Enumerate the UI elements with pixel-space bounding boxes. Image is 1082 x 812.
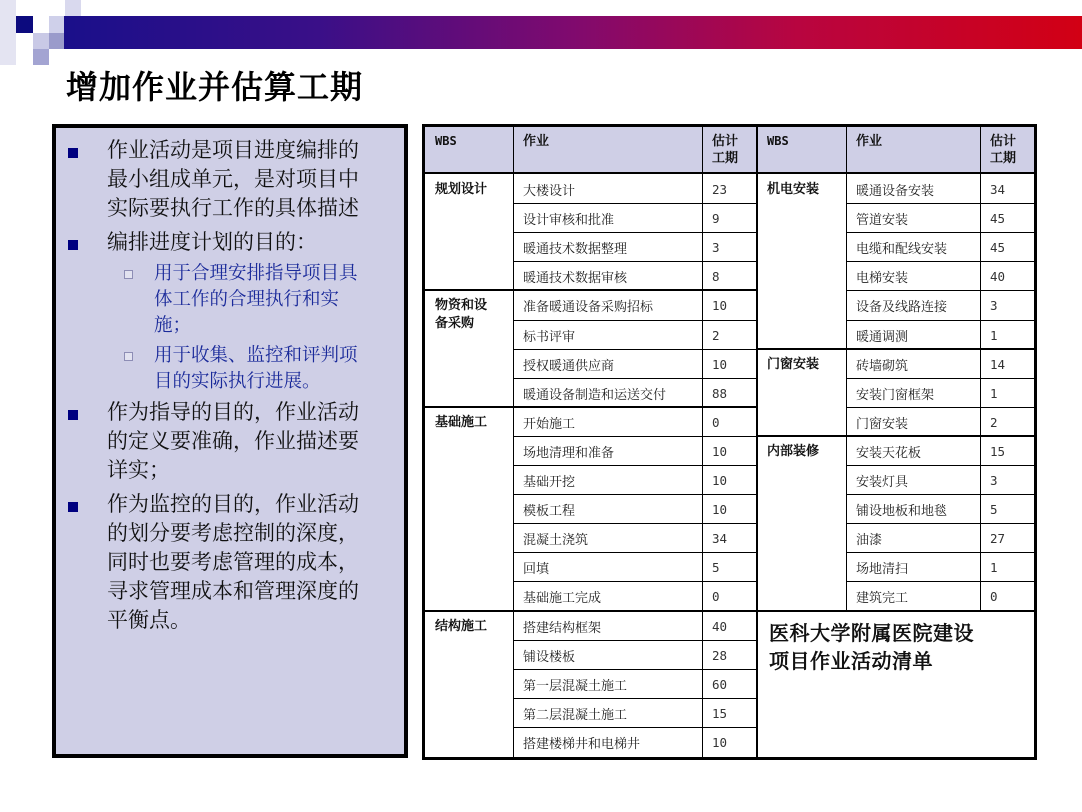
row-divider [513,698,757,699]
bullet-text [107,398,359,485]
row-divider [846,581,1034,582]
duration-cell: 28 [712,647,728,663]
task-cell: 搭建楼梯井和电梯井 [523,736,641,752]
wbs-group-label: 规划设计 [435,182,488,197]
bullet-text [107,490,359,635]
task-cell: 电缆和配线安装 [856,242,948,258]
duration-cell: 1 [990,327,998,343]
task-cell: 暖通技术数据整理 [523,242,628,258]
activity-table [422,124,1037,760]
col-divider [756,127,758,757]
task-cell: 开始施工 [523,416,576,432]
row-divider [846,494,1034,495]
wbs-group-label: 机电安装 [767,182,820,197]
header-duration [980,127,1034,172]
caption-divider [756,610,1034,612]
duration-cell: 60 [712,676,728,692]
duration-cell: 10 [712,734,728,750]
col-divider [702,127,703,757]
col-divider [513,127,514,757]
row-divider [846,203,1034,204]
sub-bullet-text [154,261,358,339]
row-divider [513,581,757,582]
duration-cell: 40 [712,618,728,634]
header-task: 作业 [846,127,980,172]
row-divider [513,727,757,728]
task-cell: 管道安装 [856,213,909,229]
task-cell: 暖通技术数据审核 [523,271,628,287]
header-duration-line: 工期 [712,151,739,166]
bullet-line: 的划分要考虑控制的深度， [107,521,359,545]
wbs-group-label: 内部装修 [767,443,820,459]
task-cell: 模板工程 [523,504,576,520]
duration-cell: 3 [990,298,998,314]
header-duration-line: 估计 [712,134,739,149]
header-duration-line: 工期 [990,151,1017,166]
duration-cell: 14 [990,356,1006,372]
bullet-panel [52,124,408,758]
bullet-line: 实际要执行工作的具体描述 [107,196,359,220]
bullet-line: 详实； [107,458,170,482]
row-divider [513,523,757,524]
task-cell: 第一层混凝土施工 [523,678,628,694]
task-cell: 第二层混凝土施工 [523,707,628,723]
duration-cell: 1 [990,385,998,401]
bullet-line: 用于合理安排指导项目具 [154,263,358,284]
header-task: 作业 [513,127,702,172]
row-divider [513,261,757,262]
duration-cell: 5 [712,560,720,576]
sub-bullet-text [154,343,358,395]
duration-cell: 34 [990,182,1006,197]
wbs-group-label [425,290,513,406]
deco-square [49,33,65,49]
task-cell: 暖通调测 [856,329,909,345]
group-divider [425,289,757,291]
duration-cell: 88 [712,385,728,401]
group-divider [425,610,757,612]
task-cell: 设计审核和批准 [523,213,615,229]
duration-cell: 45 [990,211,1006,227]
row-divider [513,349,757,350]
bullet-text [107,228,317,257]
bullet-line: 的定义要准确，作业描述要 [107,429,359,453]
slide-title: 增加作业并估算工期 [66,68,364,106]
row-divider [513,669,757,670]
duration-cell: 2 [990,414,998,430]
deco-square [0,0,16,65]
bullet-line: 寻求管理成本和管理深度的 [107,579,359,603]
row-divider [846,465,1034,466]
task-cell: 暖通设备安装 [856,184,935,199]
task-cell: 油漆 [856,533,883,549]
col-divider [980,127,981,611]
duration-cell: 9 [712,211,720,227]
header-banner [64,16,1082,49]
row-divider [846,320,1034,321]
duration-cell: 1 [990,560,998,576]
bullet-line: 编排进度计划的目的： [107,230,317,254]
row-divider [846,552,1034,553]
duration-cell: 27 [990,531,1006,547]
row-divider [846,290,1034,291]
duration-cell: 23 [712,182,728,197]
row-divider [513,494,757,495]
row-divider [513,320,757,321]
task-cell: 准备暖通设备采购招标 [523,300,654,316]
row-divider [513,378,757,379]
task-cell: 门窗安装 [856,416,909,432]
task-cell: 建筑完工 [856,591,909,607]
row-divider [513,640,757,641]
caption-line: 项目作业活动清单 [769,648,933,673]
duration-cell: 10 [712,298,728,314]
header-duration-line: 估计 [990,134,1017,149]
row-divider [513,465,757,466]
task-cell: 砖墙砌筑 [856,358,909,374]
bullet-line: 作业活动是项目进度编排的 [107,138,359,162]
duration-cell: 45 [990,240,1006,256]
sub-bullet-square-icon [124,270,133,279]
task-cell: 铺设地板和地毯 [856,504,948,520]
task-cell: 场地清扫 [856,562,909,578]
duration-cell: 0 [712,414,720,430]
task-cell: 搭建结构框架 [523,620,602,636]
wbs-label-line: 物资和设 [435,298,488,314]
duration-cell: 5 [990,502,998,518]
bullet-square-icon [68,148,78,158]
row-divider [846,232,1034,233]
caption-line: 医科大学附属医院建设 [769,620,974,645]
bullet-square-icon [68,240,78,250]
bullet-line: 最小组成单元，是对项目中 [107,167,359,191]
col-divider [846,127,847,611]
duration-cell: 10 [712,502,728,518]
row-divider [846,407,1034,408]
group-divider [757,435,1034,437]
bullet-text [107,136,359,223]
deco-square [49,16,65,33]
task-cell: 大楼设计 [523,184,576,199]
group-divider [757,348,1034,350]
wbs-group-label: 基础施工 [435,414,488,430]
header-wbs: WBS [757,127,846,172]
duration-cell: 40 [990,269,1006,285]
duration-cell: 15 [990,443,1006,459]
duration-cell: 10 [712,473,728,488]
duration-cell: 3 [712,240,720,256]
task-cell: 标书评审 [523,329,576,345]
task-cell: 暖通设备制造和运送交付 [523,387,667,403]
duration-cell: 15 [712,705,728,721]
row-divider [513,436,757,437]
task-cell: 授权暖通供应商 [523,358,615,374]
group-divider [425,406,757,408]
task-cell: 场地清理和准备 [523,445,615,461]
bullet-square-icon [68,410,78,420]
deco-square [33,49,49,65]
bullet-line: 体工作的合理执行和实 [154,289,340,310]
wbs-group-label: 门窗安装 [767,356,820,372]
row-divider [846,378,1034,379]
deco-square [33,33,49,49]
bullet-line: 目的实际执行进展。 [154,371,321,392]
task-cell: 安装门窗框架 [856,387,935,403]
table-caption [769,619,974,675]
row-divider [513,203,757,204]
task-cell: 设备及线路连接 [856,300,948,316]
duration-cell: 2 [712,327,720,343]
task-cell: 基础施工完成 [523,591,602,607]
header-duration [702,127,757,172]
task-cell: 基础开挖 [523,475,576,490]
row-divider [846,523,1034,524]
duration-cell: 3 [990,473,998,488]
bullet-line: 同时也要考虑管理的成本， [107,550,359,574]
duration-cell: 8 [712,269,720,285]
duration-cell: 10 [712,356,728,372]
row-divider [846,261,1034,262]
duration-cell: 0 [712,589,720,605]
header-wbs: WBS [425,127,513,172]
duration-cell: 10 [712,443,728,459]
duration-cell: 34 [712,531,728,547]
bullet-line: 作为指导的目的，作业活动 [107,400,359,424]
bullet-line: 施； [154,315,192,336]
duration-cell: 0 [990,589,998,605]
row-divider [513,232,757,233]
row-divider [513,552,757,553]
deco-square [16,16,33,33]
bullet-line: 用于收集、监控和评判项 [154,345,358,366]
task-cell: 安装天花板 [856,445,922,461]
sub-bullet-square-icon [124,352,133,361]
task-cell: 铺设楼板 [523,649,576,665]
bullet-line: 作为监控的目的，作业活动 [107,492,359,516]
wbs-label-line: 备采购 [435,316,475,332]
task-cell: 安装灯具 [856,475,909,490]
task-cell: 电梯安装 [856,271,909,287]
task-cell: 回填 [523,562,550,578]
task-cell: 混凝土浇筑 [523,533,589,549]
wbs-group-label: 结构施工 [435,618,488,634]
bullet-square-icon [68,502,78,512]
bullet-line: 平衡点。 [107,608,191,632]
